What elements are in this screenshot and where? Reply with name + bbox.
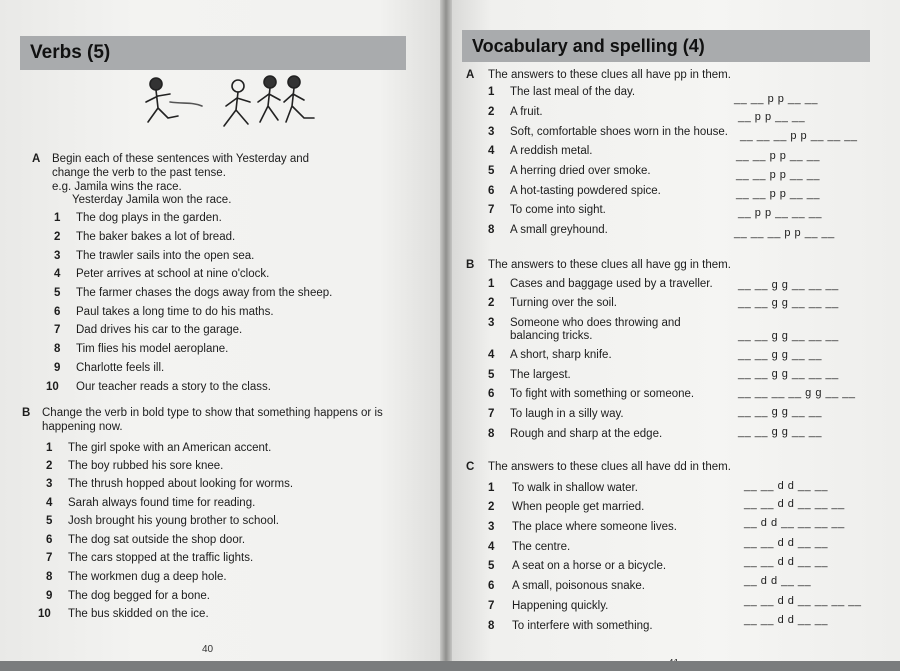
clue-text: A small greyhound. bbox=[510, 224, 608, 236]
list-item: The dog begged for a bone. bbox=[68, 590, 210, 602]
clue-text: Cases and baggage used by a traveller. bbox=[510, 278, 713, 290]
item-number: 9 bbox=[54, 362, 61, 374]
answer-blank: __ __ g g __ __ bbox=[738, 349, 822, 361]
section-b-intro-line2: happening now. bbox=[42, 421, 123, 433]
list-item: The workmen dug a deep hole. bbox=[68, 571, 227, 583]
section-c-intro: The answers to these clues all have dd in them. bbox=[488, 461, 731, 473]
clue-text: Happening quickly. bbox=[512, 600, 609, 612]
page-number-left: 40 bbox=[202, 644, 214, 655]
item-number: 2 bbox=[488, 501, 495, 513]
list-item: The farmer chases the dogs away from the sheep. bbox=[76, 287, 333, 299]
item-number: 9 bbox=[46, 590, 53, 602]
section-b-letter: B bbox=[22, 407, 31, 419]
clue-text: The centre. bbox=[512, 541, 571, 553]
answer-blank: __ __ p p __ __ bbox=[736, 188, 820, 200]
clue-text: A seat on a horse or a bicycle. bbox=[512, 560, 667, 572]
section-b-letter: B bbox=[466, 259, 475, 271]
item-number: 3 bbox=[46, 478, 53, 490]
item-number: 5 bbox=[488, 165, 495, 177]
item-number: 7 bbox=[488, 600, 495, 612]
list-item: Charlotte feels ill. bbox=[76, 362, 165, 374]
answer-blank: __ p p __ __ bbox=[738, 111, 806, 123]
clue-text: The last meal of the day. bbox=[510, 86, 636, 98]
answer-blank: __ __ p p __ __ bbox=[736, 150, 820, 162]
clue-text: To interfere with something. bbox=[512, 620, 653, 632]
section-b-intro-line1: Change the verb in bold type to show that something happens or is bbox=[42, 407, 383, 419]
list-item: Peter arrives at school at nine o'clock. bbox=[76, 268, 270, 280]
answer-blank: __ __ __ p p __ __ __ bbox=[740, 130, 858, 142]
section-a-intro-line1: Begin each of these sentences with Yesterday and bbox=[52, 153, 310, 165]
item-number: 10 bbox=[46, 381, 59, 393]
clue-text: When people get married. bbox=[512, 501, 645, 513]
clue-text: Someone who does throwing and bbox=[510, 317, 681, 329]
item-number: 6 bbox=[488, 185, 495, 197]
list-item: The girl spoke with an American accent. bbox=[68, 442, 272, 454]
item-number: 3 bbox=[488, 317, 495, 329]
list-item: Dad drives his car to the garage. bbox=[76, 324, 243, 336]
list-item: The thrush hopped about looking for worms. bbox=[68, 478, 294, 490]
clue-text: To laugh in a silly way. bbox=[510, 408, 624, 420]
item-number: 5 bbox=[46, 515, 53, 527]
item-number: 1 bbox=[54, 212, 61, 224]
clue-text: A small, poisonous snake. bbox=[512, 580, 645, 592]
answer-blank: __ __ g g __ __ __ bbox=[738, 297, 839, 309]
item-number: 4 bbox=[46, 497, 53, 509]
item-number: 6 bbox=[488, 388, 495, 400]
clue-text: Turning over the soil. bbox=[510, 297, 617, 309]
item-number: 1 bbox=[488, 482, 495, 494]
clue-text: A herring dried over smoke. bbox=[510, 165, 651, 177]
book-bottom-edge bbox=[0, 661, 900, 671]
item-number: 7 bbox=[46, 552, 53, 564]
answer-blank: __ __ g g __ __ __ bbox=[738, 330, 839, 342]
answer-blank: __ d d __ __ __ __ bbox=[744, 517, 845, 529]
section-c-letter: C bbox=[466, 461, 475, 473]
clue-text: To come into sight. bbox=[510, 204, 606, 216]
clue-text-continued: balancing tricks. bbox=[510, 330, 593, 342]
item-number: 1 bbox=[488, 86, 495, 98]
list-item: Tim flies his model aeroplane. bbox=[76, 343, 229, 355]
clue-text: The place where someone lives. bbox=[512, 521, 677, 533]
clue-text: The largest. bbox=[510, 369, 571, 381]
section-a-example: e.g. Jamila wins the race. bbox=[52, 181, 182, 193]
book-spine bbox=[440, 0, 452, 671]
item-number: 5 bbox=[488, 560, 495, 572]
clue-text: Soft, comfortable shoes worn in the house. bbox=[510, 126, 728, 138]
clue-text: A short, sharp knife. bbox=[510, 349, 612, 361]
page-title-right: Vocabulary and spelling (4) bbox=[462, 30, 870, 62]
answer-blank: __ __ d d __ __ bbox=[744, 556, 828, 568]
answer-blank: __ __ p p __ __ bbox=[736, 169, 820, 181]
page-title-left: Verbs (5) bbox=[20, 36, 406, 70]
list-item: The baker bakes a lot of bread. bbox=[76, 231, 236, 243]
list-item: Josh brought his young brother to school. bbox=[68, 515, 279, 527]
item-number: 8 bbox=[488, 224, 495, 236]
item-number: 2 bbox=[488, 106, 495, 118]
answer-blank: __ __ d d __ __ bbox=[744, 537, 828, 549]
answer-blank: __ __ d d __ __ __ __ bbox=[744, 595, 862, 607]
item-number: 4 bbox=[488, 145, 495, 157]
item-number: 5 bbox=[488, 369, 495, 381]
clue-text: To walk in shallow water. bbox=[512, 482, 638, 494]
item-number: 8 bbox=[488, 620, 495, 632]
item-number: 2 bbox=[54, 231, 61, 243]
section-a-example-answer: Yesterday Jamila won the race. bbox=[72, 194, 232, 206]
item-number: 6 bbox=[488, 580, 495, 592]
list-item: The trawler sails into the open sea. bbox=[76, 250, 255, 262]
clue-text: A hot-tasting powdered spice. bbox=[510, 185, 661, 197]
item-number: 1 bbox=[46, 442, 53, 454]
answer-blank: __ __ d d __ __ bbox=[744, 480, 828, 492]
answer-blank: __ __ d d __ __ bbox=[744, 614, 828, 626]
clue-text: A fruit. bbox=[510, 106, 543, 118]
item-number: 4 bbox=[54, 268, 61, 280]
answer-blank: __ __ g g __ __ bbox=[738, 426, 822, 438]
section-b-intro: The answers to these clues all have gg in them. bbox=[488, 259, 731, 271]
clue-text: Rough and sharp at the edge. bbox=[510, 428, 663, 440]
list-item: The bus skidded on the ice. bbox=[68, 608, 209, 620]
item-number: 6 bbox=[54, 306, 61, 318]
item-number: 5 bbox=[54, 287, 61, 299]
answer-blank: __ __ __ __ g g __ __ bbox=[738, 387, 856, 399]
item-number: 4 bbox=[488, 349, 495, 361]
answer-blank: __ __ p p __ __ bbox=[734, 93, 818, 105]
item-number: 7 bbox=[488, 204, 495, 216]
item-number: 6 bbox=[46, 534, 53, 546]
item-number: 10 bbox=[38, 608, 51, 620]
section-a-intro: The answers to these clues all have pp in them. bbox=[488, 69, 731, 81]
answer-blank: __ __ __ p p __ __ bbox=[734, 227, 835, 239]
list-item: The boy rubbed his sore knee. bbox=[68, 460, 224, 472]
list-item: Paul takes a long time to do his maths. bbox=[76, 306, 274, 318]
item-number: 8 bbox=[488, 428, 495, 440]
item-number: 1 bbox=[488, 278, 495, 290]
left-page bbox=[0, 0, 446, 671]
list-item: Our teacher reads a story to the class. bbox=[76, 381, 271, 393]
section-a-letter: A bbox=[466, 69, 475, 81]
item-number: 2 bbox=[488, 297, 495, 309]
item-number: 3 bbox=[488, 126, 495, 138]
answer-blank: __ d d __ __ bbox=[744, 575, 812, 587]
item-number: 3 bbox=[54, 250, 61, 262]
item-number: 2 bbox=[46, 460, 53, 472]
item-number: 8 bbox=[54, 343, 61, 355]
list-item: Sarah always found time for reading. bbox=[68, 497, 256, 509]
running-children-illustration bbox=[138, 72, 323, 140]
answer-blank: __ __ g g __ __ __ bbox=[738, 279, 839, 291]
list-item: The dog plays in the garden. bbox=[76, 212, 222, 224]
right-page bbox=[446, 0, 900, 671]
section-a-letter: A bbox=[32, 153, 41, 165]
answer-blank: __ __ g g __ __ bbox=[738, 406, 822, 418]
clue-text: A reddish metal. bbox=[510, 145, 593, 157]
item-number: 4 bbox=[488, 541, 495, 553]
list-item: The cars stopped at the traffic lights. bbox=[68, 552, 254, 564]
answer-blank: __ __ d d __ __ __ bbox=[744, 498, 845, 510]
clue-text: To fight with something or someone. bbox=[510, 388, 695, 400]
item-number: 3 bbox=[488, 521, 495, 533]
answer-blank: __ __ g g __ __ __ bbox=[738, 368, 839, 380]
item-number: 8 bbox=[46, 571, 53, 583]
section-a-intro-line2: change the verb to the past tense. bbox=[52, 167, 226, 179]
list-item: The dog sat outside the shop door. bbox=[68, 534, 246, 546]
item-number: 7 bbox=[54, 324, 61, 336]
item-number: 7 bbox=[488, 408, 495, 420]
answer-blank: __ p p __ __ __ bbox=[738, 207, 822, 219]
